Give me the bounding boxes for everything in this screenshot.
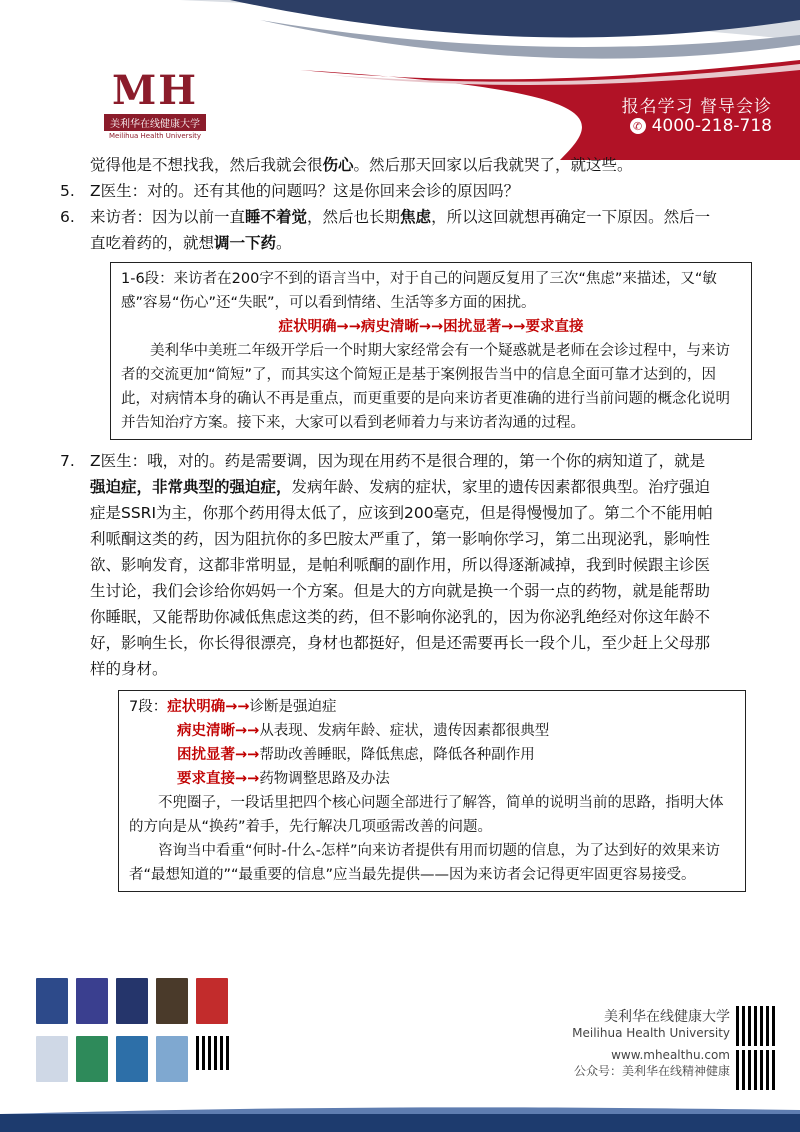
paragraph-5 [60,178,720,204]
paragraph-continuation [60,152,720,178]
text: ，然后也长期 [307,208,401,226]
commentary-value: 帮助改善睡眠，降低焦虑，降低各种副作用 [259,747,535,763]
phone-number: 4000-218-718 [651,116,772,136]
book-cover-image [76,978,108,1024]
commentary-row [129,719,735,743]
commentary-paragraph: 不兜圈子，一段话里把四个核心问题全部进行了解答，简单的说明当前的思路，指明大体的方向是从“换药”着手，先行解决几项亟需改善的问题。 [129,795,724,835]
text: 发病年龄、发病的症状，家里的遗传因素都很典型。治疗强迫症是SSRI为主，你那个药用得太低了，应该到200毫克，但是得慢慢加了。第二个不能用帕利哌酮这类的药，因为阻抗你的多巴胺太严重了，第一影响你学习，第二出现泌乳，影响性欲、影响发育，这都非常明显，是帕利哌酮的副作用，所以得逐渐减掉，我到时候跟主诊医生讨论，我们会诊给你妈妈一个方案。但是大的方向就是换一个弱一点的药物，就是能帮助你睡眠，又能帮助你减低焦虑这类的药，但不影响你泌乳的，因为你泌乳绝经对你这年龄不好，影响生长，你长得很漂亮，身材也都挺好，但是还需要再长一段个儿，至少赶上父母那样的身材。 [90,478,713,678]
commentary-paragraph: 咨询当中看重“何时-什么-怎样”向来访者提供有用而切题的信息，为了达到好的效果来访者“最想知道的”“最重要的信息”应当最先提供——因为来访者会记得更牢固更容易接受。 [129,843,720,883]
paragraph-7 [60,448,720,682]
commentary-key: 病史清晰→→ [177,723,260,739]
commentary-key: 症状明确→→ [167,699,250,715]
book-cover-image [36,978,68,1024]
logo-mark: MH [111,67,199,114]
paragraph-number: 5. [60,182,75,200]
bold-text: 调一下药 [214,234,277,252]
book-cover-image [36,1036,68,1082]
footer-en-name: Meilihua Health University [572,1026,730,1040]
book-cover-image [76,1036,108,1082]
footer-bar [0,1106,800,1132]
qr-code-image [736,1006,776,1046]
footer-url: www.mhealthu.com [611,1048,730,1062]
commentary-row [129,695,735,719]
footer-cn-name: 美利华在线健康大学 [604,1009,730,1025]
book-cover-image [116,1036,148,1082]
header-phone [630,116,772,136]
bold-text: 睡不着觉 [245,208,308,226]
document-body [60,152,730,892]
paragraph-number: 6. [60,208,75,226]
book-cover-image [156,978,188,1024]
text: 。 [276,234,292,252]
commentary-row [129,743,735,767]
bold-text: 强迫症，非常典型的强迫症， [90,478,292,496]
mh-logo [100,67,210,140]
commentary-summary: 症状明确→→病史清晰→→困扰显著→→要求直接 [278,319,584,335]
commentary-value: 诊断是强迫症 [249,699,337,715]
commentary-intro: 1-6段：来访者在200字不到的语言当中，对于自己的问题反复用了三次“焦虑”来描述，又“敏感”容易“伤心”还“失眠”，可以看到情绪、生活等多方面的困扰。 [121,271,717,311]
text: ，所以这回就想再确定一下原因。然后一直吃着药的，就想 [90,208,711,252]
footer-info [572,1006,730,1079]
qr-code-image [736,1050,776,1090]
phone-icon: ✆ [630,118,646,134]
text: 觉得他是不想找我，然后我就会很 [90,156,323,174]
commentary-box-1 [110,262,752,440]
commentary-value: 从表现、发病年龄、症状，遗传因素都很典型 [259,723,550,739]
book-cover-image [116,978,148,1024]
qr-code-image [196,1036,230,1070]
bold-text: 焦虑 [400,208,432,226]
text: 来访者：因为以前一直 [90,208,246,226]
book-cover-image [196,978,228,1024]
paragraph-number: 7. [60,452,75,470]
bold-text: 伤心 [322,156,354,174]
commentary-box-2 [118,690,746,892]
logo-en-name: Meilihua Health University [108,132,202,140]
commentary-key: 要求直接→→ [177,771,260,787]
text: Z医生：哦，对的。药是需要调，因为现在用药不是很合理的，第一个你的病知道了，就是 [90,452,706,470]
commentary-value: 药物调整思路及办法 [259,771,390,787]
footer-wechat: 公众号：美利华在线精神健康 [573,1064,730,1078]
commentary-paragraph: 美利华中美班二年级开学后一个时期大家经常会有一个疑惑就是老师在会诊过程中，与来访者的交流更加“简短”了，而其实这个简短正是基于案例报告当中的信息全面可靠才达到的，因此，对病情本身的确认不再是重点，而更重要的是向来访者更准确的进行当前问题的概念化说明并告知治疗方案。接下来，大家可以看到老师着力与来访者沟通的过程。 [121,343,730,431]
commentary-prefix: 7段： [129,699,168,715]
header-slogan: 报名学习 督导会诊 [621,97,772,117]
text: Z医生：对的。还有其他的问题吗？这是你回来会诊的原因吗？ [90,182,520,200]
logo-cn-name: 美利华在线健康大学 [104,114,206,131]
book-covers [36,978,236,1086]
paragraph-6 [60,204,720,256]
text: 。然后那天回家以后我就哭了，就这些。 [353,156,633,174]
book-cover-image [156,1036,188,1082]
commentary-key: 困扰显著→→ [177,747,260,763]
commentary-row [129,767,735,791]
